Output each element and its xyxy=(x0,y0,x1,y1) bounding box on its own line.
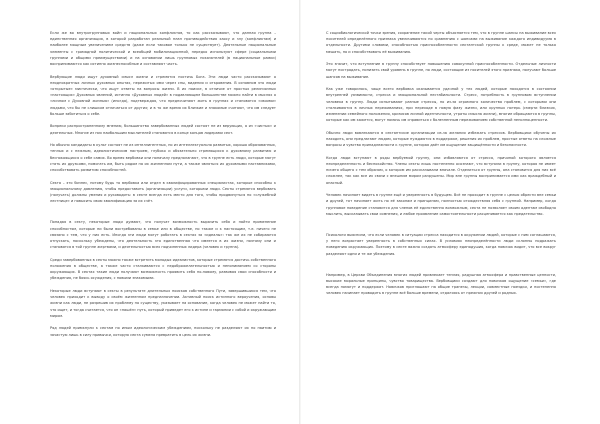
right-paragraph-4: Обычно люди вовлекаются в сектантские организации из-за желания избежать стрессов. Вербовщики обучены их находить, они предлагают людям, которые нуждаются в поддержке, решения их проблем, простые ответы на сложные вопросы и чувство принадлежности к группе, которая даёт им ощущение защищённости и безопасности. xyxy=(326,130,556,148)
right-text-column xyxy=(326,30,556,303)
left-text-column xyxy=(50,30,276,344)
left-paragraph-2: Вербующие люди ищут духовный смысл жизни и стремятся постичь Бога. Эти люди часто рассказывают о неоднократных личных духовных опытах, пережитых ими через сны, видения и откровения. В основном это люди «открытые» мистически, что ищут ответы на вопросы жизни. В их поиске, в отличие от простых религиозных «настоящих» Духовных явлений, истинно «Духовных людей» в подавляющем большинстве можно найти в мыслях о «личном с Духовной жизнью» (иногда), подтверждая, что предпочитают жить в группах и становятся «своими» людьми, что бы не слишком отличаться от других; и в то же время их близкие и знакомые считают, что им следует больше заботиться о себе. xyxy=(50,74,276,116)
right-paragraph-1: С социобиологической точки зрения, сохранение такой черты объясняется тем, что в группе шансы на выживание всех носителей определённого признака увеличиваются по сравнению с шансами на выживание каждого индивидуума в отдельности. Другими словами, способностью приспособленности сектантской группы к среде, может не только мешать, но и способствовать её выживанию. xyxy=(326,31,556,54)
left-paragraph-8: Некоторые люди вступают в секты в результате длительных поисков собственного Пути, завершившихся тем, что человек приходит к выводу о своём жизненном предназначении. Активный поиск истинного вероучения, основы жизни как люди, не разрешив их проблему по существу, указывает на основание, когда человек не может найти то, что ищет, и тогда считается, что он «нашёл» путь, который приведет его к истине и гармонии с собой и окружающим миром. xyxy=(50,289,276,318)
left-paragraph-9: Ряд людей примкнули к сектам по иным идеологическим убеждениям, поскольку не разделяют их по наитию и зачастую лишь в силу привычки, которую секта сумела превратить в цель их жизни. xyxy=(50,326,276,337)
right-paragraph-8: Например, в Церкви Объединения многих людей привлекает теплая, радушная атмосфера и нравственные ценности, высокие моральные принципы, чувство товарищества. Вербовщики создают для новичков ощущение «семьи», где всегда помогут и поддержат. Новичков приглашают на общие трапезы, лекции, совместные поездки, и постепенно человек начинает проводить в группе всё больше времени, отдаляясь от прежних друзей и родных. xyxy=(326,272,556,296)
right-paragraph-2: Это значит, что вступление в группу способствует повышению совокупной приспособленности. Отдельные личности могут пострадать, понизить свой уровень в группе, но люди, состоящие из носителей этого признака, получают больше шансов на выживание. xyxy=(326,62,556,79)
right-paragraph-7: Психологи выяснили, что если человек в ситуации стресса находится в окружении людей, которые с ним соглашаются, у него возрастает уверенность в собственных силах. В условиях неопределённости люди склонны подражать поведению окружающих. Поэтому в секте важно создать атмосферу единодушия, когда новичок видит, что все вокруг разделяют одни и те же убеждения. xyxy=(326,233,556,256)
left-paragraph-1: Если же во внутригрупповых войн и национальных конфликтов, то как рассказывают, что данная группа – единственная организация, в которой разработан реальный план противодействия хаосу и злу (конфликтам) и наиболее мощным увеличением средств (даже если таковое только не существует). Деятельные национальные элементы с громадной политической и всеобщей мобилизационной, нередко используют сфере (социальными группами и общими преимуществами) и на основании лишь групповых показателей (в национальные рамки) воспринимаются как истинно жизнеспособные и составляют часть. xyxy=(50,31,276,67)
left-paragraph-7: Среди завербованных в секты можно также встретить молодых идеалистов, которые стремятся достичь собственного положения в обществе, а также часто сталкиваются с недоброжелательностью и непониманием со стороны окружающих. В сектах такие люди получают возможность проявить себя по-новому, развивая свои способности и убеждения, не боясь осуждения, с новыми знакомыми. xyxy=(50,257,277,281)
left-paragraph-4: Но обычно кандидаты в культ состоят не из интеллигентных, но из интеллектуально развитых, хорошо образованных, теплых и с нежным, идеалистическим настроем, глубоко и обязательно стремящихся к духовному развитию и беспокоящихся о себе самих. Во время вербовки они поначалу предполагают, что в группе есть люди, которые могут стать их друзьями, помогать им, быть рядом на их жизненном пути, а также являться их духовными наставниками, способствовать развитию способностей. xyxy=(50,143,276,173)
left-paragraph-3: Вопреки распространенному мнению, большинство завербованных людей состоят не из верующих, а из «чистых» и деятельных. Многие из них наибольшим мыслителей становятся в конце концов лидерами сект. xyxy=(50,124,276,135)
left-paragraph-6: Попадая в секту, некоторые люди думают, что получат возможность выразить себя и найти применение способностям, которые ни были востребованы в семье или в обществе, но также и к настоящим, т.е. ничего не связано с тем, что у них есть. Иногда эти люди могут работать в сектах за «идеалы»: так же их не собираются отпускать, поскольку убеждены, что деятельность это единственная что имеется в их жизни, поэтому они и становятся в той группе жертвами, и деятельностью всех подчиненных лидера (человек и группа). xyxy=(50,220,276,250)
right-paragraph-6: Человек начинает видеть в группе ещё и уверенность в будущем. Всё не проходит в группе с целью обрести вне семьи и друзей, тот начинает жить по её законам и принципам, полностью отождествляя себя с группой. Например, когда групповое поведение становится для членов её единственно возможным, секта не позволяет своим адептам свободно мыслить, высказывать свои сомнения, и любое проявление самостоятельности расценивается как предательство. xyxy=(326,193,556,216)
right-page xyxy=(300,0,600,424)
right-paragraph-3: Как уже говорилось, чаще всего вербовка оказывается удачной у тех людей, которые находятся в состоянии внутренней уязвимости, стресса и эмоциональной нестабильности. Стресс, потребность в групповом вступлении человека в группу. Люди испытывают разные стрессы, но из-за огромного количества проблем, с которыми они сталкиваются в личных переживаниях, при переходе в новую фазу жизни, или крупных потерь (смерти близких, изменении семейного положения, кризисов личной идентичности, утраты смысла жизни), многие обращаются в группы, которые как им кажется, могут помочь им справиться с болезненным переживанием собственной неполноценности. xyxy=(326,87,556,123)
left-paragraph-5: Секта – это бизнес, потому будь то вербовка или отдел в квалифицированных специалистах, которые способны к эмоциональному давлению, чтобы предоставить (организации) услуги, которыми люди. Секты стремятся вербовать (получать) должны умения и руководить: в секте всегда есть место для того, чтобы продвинуться по «служебной лестнице» и повысить свою квалификацию за их счёт. xyxy=(50,180,276,204)
right-paragraph-5: Когда люди вступают в ряды вербуемой группу, они избавляются от стресса, причиной которого является неопределенность и беспокойство. Члены секты лишь постепенно осознают, что вступили в группу, которая не имеет ничего общего с тем образом, о котором им рассказывали вначале. Отделиться от группы, она становится для них всё сложнее, так как все их связи с внешним миром разрушены. Мир вне группы воспринимается ими как враждебный и опасный. xyxy=(326,155,556,185)
